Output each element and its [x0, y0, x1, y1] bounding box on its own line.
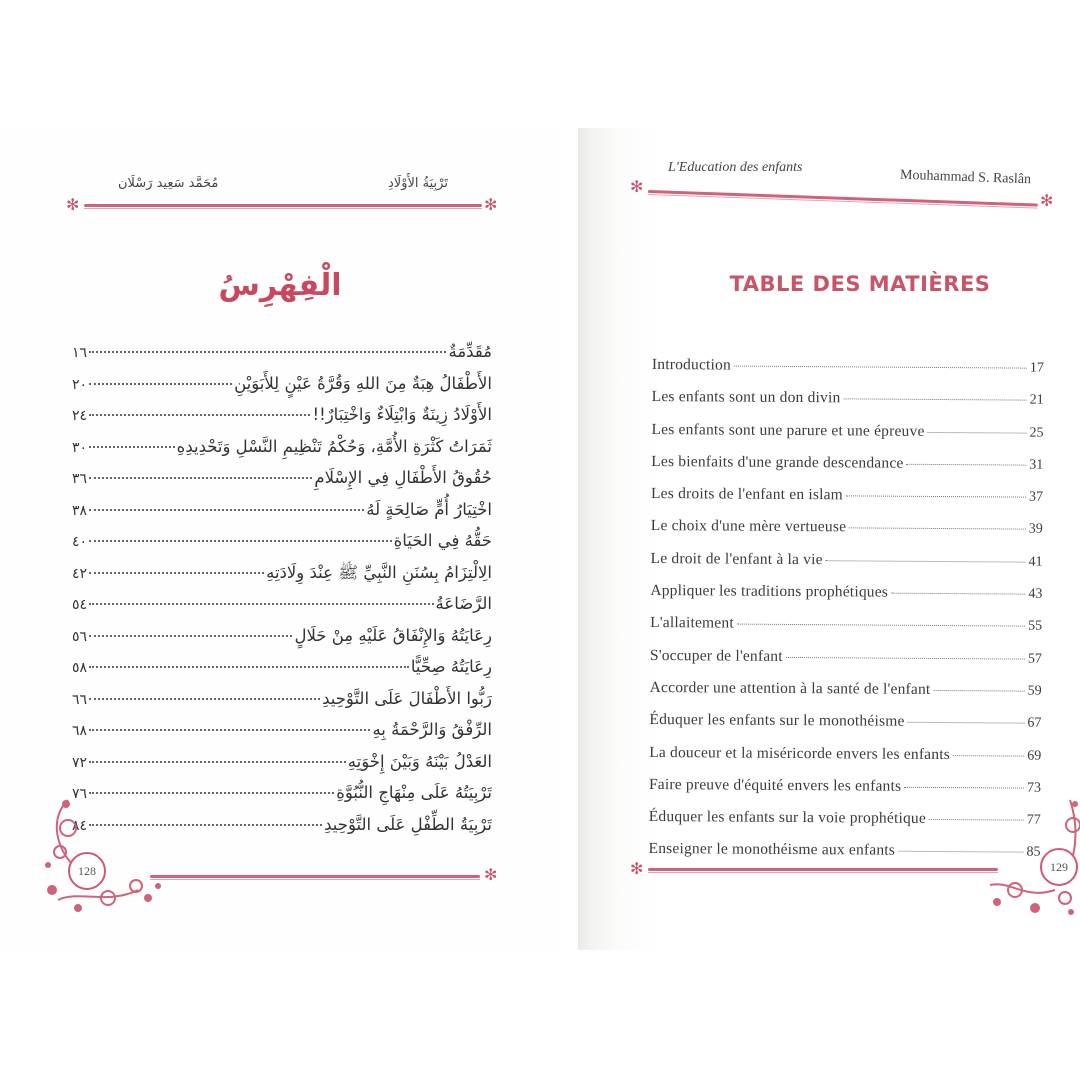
toc-entry[interactable] — [652, 388, 1044, 423]
toc-entry[interactable] — [72, 720, 492, 752]
toc-entry[interactable] — [650, 614, 1042, 649]
flower-ornament-icon: ✻ — [630, 179, 644, 196]
toc-entry-label: رِعَايَتُهُ صِحِّيًّا — [410, 657, 492, 676]
toc-entry[interactable] — [652, 356, 1044, 391]
toc-entry-label: الأَوْلَادُ زِينَةٌ وَابْتِلَاءٌ وَاخْتِبَارٌ!! — [312, 405, 492, 424]
leader-dots — [89, 761, 346, 763]
toc-entry-page: ٢٤ — [72, 408, 88, 424]
toc-entry-page: 43 — [1028, 586, 1043, 602]
toc-entry-label: Faire preuve d'équité envers les enfants — [648, 775, 902, 795]
toc-entry-page: 85 — [1026, 845, 1041, 861]
toc-entry-label: Appliquer les traditions prophétiques — [650, 582, 889, 601]
toc-entry-page: ٧٦ — [72, 786, 88, 802]
leader-dots — [826, 560, 1026, 562]
leader-dots — [843, 399, 1026, 401]
right-running-head-author: Mouhammad S. Raslân — [899, 167, 1032, 188]
toc-entry-page: ٥٦ — [72, 628, 88, 645]
leader-dots — [89, 477, 312, 479]
toc-entry-label: العَدْلُ بَيْنَهُ وَبَيْنَ إِخْوَتِهِ — [347, 751, 492, 771]
leader-dots — [928, 432, 1027, 434]
toc-entry[interactable] — [72, 437, 492, 469]
leader-dots — [89, 351, 446, 353]
leader-dots — [786, 657, 1025, 660]
header-rule — [84, 204, 482, 207]
toc-entry-page: ٤٠ — [72, 534, 88, 550]
leader-dots — [89, 540, 392, 542]
leader-dots — [904, 787, 1024, 789]
right-running-head-title: L'Education des enfants — [668, 160, 803, 175]
leader-dots — [89, 383, 232, 385]
leader-dots — [907, 464, 1027, 466]
toc-entry-label: Éduquer les enfants sur la voie prophétique — [648, 808, 927, 828]
leader-dots — [89, 414, 310, 416]
toc-entry-page: 39 — [1028, 522, 1043, 538]
toc-entry-page: 69 — [1027, 748, 1042, 764]
toc-entry[interactable] — [72, 594, 492, 626]
toc-entry-label: الِالْتِزَامُ بِسُنَنِ النَّبِيِّ ﷺ عِنْدَ وِلَادَتِهِ — [266, 562, 492, 582]
toc-entry[interactable] — [72, 531, 492, 563]
left-running-head-title: تَرْبِيَةُ الأَوْلَادِ — [388, 176, 448, 191]
footer-rule — [648, 868, 998, 871]
leader-dots — [89, 509, 364, 511]
toc-entry-page: 31 — [1029, 457, 1044, 473]
toc-entry[interactable] — [72, 752, 492, 784]
flower-ornament-icon: ✻ — [484, 867, 498, 884]
toc-entry-page: 41 — [1028, 554, 1043, 570]
toc-entry[interactable] — [72, 626, 492, 658]
toc-entry-label: Le droit de l'enfant à la vie — [650, 549, 823, 568]
toc-entry-label: تَرْبِيَتُهُ عَلَى مِنْهَاجِ النُّبُوَّةِ — [336, 783, 492, 802]
page-number-badge: 128 — [68, 852, 106, 890]
toc-entry[interactable] — [72, 500, 492, 532]
toc-entry[interactable] — [72, 657, 492, 689]
toc-entry-label: الرِّفْقُ وَالرَّحْمَةُ بِهِ — [372, 720, 492, 739]
toc-entry[interactable] — [651, 453, 1043, 488]
toc-entry-label: Enseigner le monothéisme aux enfants — [648, 840, 896, 860]
toc-arabic — [72, 342, 492, 846]
toc-entry[interactable] — [649, 808, 1041, 843]
toc-entry[interactable] — [72, 374, 492, 406]
toc-entry-label: تَرْبِيَةُ الطِّفْلِ عَلَى التَّوْحِيدِ — [324, 814, 492, 834]
toc-entry[interactable] — [72, 405, 492, 437]
toc-entry[interactable] — [651, 421, 1043, 456]
toc-entry-label: S'occuper de l'enfant — [649, 646, 783, 665]
toc-entry-label: رَبُّوا الأَطْفَالَ عَلَى التَّوْحِيدِ — [322, 688, 492, 708]
toc-entry-page: 77 — [1026, 812, 1041, 828]
toc-entry[interactable] — [72, 689, 492, 721]
toc-entry[interactable] — [649, 744, 1041, 779]
toc-entry-page: ٦٨ — [72, 723, 88, 739]
toc-entry-label: Accorder une attention à la santé de l'enfant — [649, 678, 931, 698]
toc-entry[interactable] — [650, 582, 1042, 617]
toc-entry-label: L'allaitement — [650, 614, 734, 632]
toc-entry-page: ٧٢ — [72, 754, 88, 771]
toc-entry-label: مُقَدِّمَةٌ — [448, 342, 492, 361]
flower-ornament-icon: ✻ — [630, 861, 644, 878]
leader-dots — [846, 496, 1026, 498]
toc-entry-page: ١٦ — [72, 345, 88, 361]
book-gutter — [560, 128, 578, 950]
toc-entry[interactable] — [72, 468, 492, 500]
flower-ornament-icon: ✻ — [484, 197, 498, 214]
leader-dots — [89, 635, 292, 637]
leader-dots — [737, 624, 1025, 627]
floral-corner-ornament-icon — [38, 790, 168, 920]
toc-entry-page: ٦٦ — [72, 691, 88, 708]
toc-entry-label: رِعَايَتُهُ وَالإِنْفَاقُ عَلَيْهِ مِنْ حَلَالٍ — [294, 625, 492, 645]
toc-entry-page: ٣٦ — [72, 471, 88, 487]
toc-entry[interactable] — [72, 342, 492, 374]
page-number-badge: 129 — [1040, 848, 1078, 886]
toc-entry-page: ٥٤ — [72, 597, 88, 613]
toc-entry[interactable] — [651, 485, 1043, 520]
toc-entry-page: 21 — [1029, 392, 1044, 409]
leader-dots — [953, 755, 1024, 756]
flower-ornament-icon: ✻ — [1040, 193, 1054, 210]
toc-entry-label: الرَّضَاعَةُ — [435, 594, 492, 613]
toc-entry-label: La douceur et la miséricorde envers les enfants — [649, 743, 951, 763]
flower-ornament-icon: ✻ — [66, 197, 80, 214]
toc-entry-label: Les bienfaits d'une grande descendance — [651, 452, 904, 472]
toc-entry-page: 25 — [1029, 425, 1044, 441]
toc-entry-label: حُقُوقُ الأَطْفَالِ فِي الإِسْلَامِ — [314, 468, 492, 487]
toc-entry[interactable] — [651, 517, 1043, 552]
toc-entry-label: Les enfants sont une parure et une épreuve — [651, 420, 925, 440]
toc-entry-page: ٥٨ — [72, 660, 88, 676]
leader-dots — [908, 722, 1025, 724]
toc-entry-label: Éduquer les enfants sur le monothéisme — [649, 711, 905, 731]
toc-entry-label: Introduction — [651, 356, 732, 374]
toc-entry-page: ٤٢ — [72, 565, 88, 582]
toc-entry[interactable] — [650, 679, 1042, 714]
toc-entry-page: ٨٤ — [72, 817, 88, 834]
leader-dots — [89, 446, 175, 448]
toc-entry[interactable] — [649, 711, 1041, 746]
leader-dots — [891, 593, 1025, 595]
toc-entry[interactable] — [650, 647, 1042, 682]
toc-entry-label: Le choix d'une mère vertueuse — [650, 517, 847, 536]
toc-entry-page: 73 — [1026, 780, 1042, 796]
toc-entry-page: 67 — [1027, 715, 1042, 731]
toc-entry-label: ثَمَرَاتُ كَثْرَةِ الأُمَّةِ، وَحُكْمُ تَنْظِيمِ النَّسْلِ وَتَحْدِيدِهِ — [176, 436, 492, 456]
toc-entry[interactable] — [72, 563, 492, 595]
leader-dots — [89, 572, 264, 574]
footer-rule — [150, 875, 480, 878]
leader-dots — [89, 666, 409, 668]
leader-dots — [89, 698, 320, 700]
toc-entry-label: Les enfants sont un don divin — [651, 388, 841, 407]
toc-entry-page: ٣٨ — [72, 502, 88, 519]
toc-entry-label: اخْتِيَارُ أُمٍّ صَالِحَةٍ لَهُ — [366, 499, 492, 519]
toc-entry-page: 17 — [1029, 360, 1044, 376]
toc-entry-label: الأَطْفَالُ هِبَةٌ مِنَ اللهِ وَقُرَّةُ عَيْنٍ لِلأَبَوَيْنِ — [234, 373, 492, 393]
left-running-head-author: مُحَمَّد سَعِيد رَسْلَان — [118, 176, 219, 191]
page-title: TABLE DES MATIÈRES — [729, 272, 991, 296]
toc-entry-page: 55 — [1028, 619, 1043, 635]
toc-entry-label: Les droits de l'enfant en islam — [650, 485, 844, 504]
toc-entry-page: ٢٠ — [72, 376, 88, 393]
toc-entry[interactable] — [649, 776, 1041, 811]
leader-dots — [933, 690, 1024, 692]
leader-dots — [849, 528, 1026, 530]
leader-dots — [734, 366, 1027, 369]
leader-dots — [89, 603, 434, 605]
toc-entry[interactable] — [650, 550, 1042, 585]
page-title: الْفِهْرِسُ — [218, 268, 342, 303]
toc-entry-label: حَقُّهُ فِي الحَيَاةِ — [393, 531, 492, 550]
toc-entry-page: 57 — [1027, 651, 1042, 667]
toc-entry-page: 37 — [1028, 489, 1044, 505]
toc-entry-page: ٣٠ — [72, 439, 88, 456]
toc-entry-page: 59 — [1027, 683, 1042, 699]
leader-dots — [89, 729, 370, 731]
